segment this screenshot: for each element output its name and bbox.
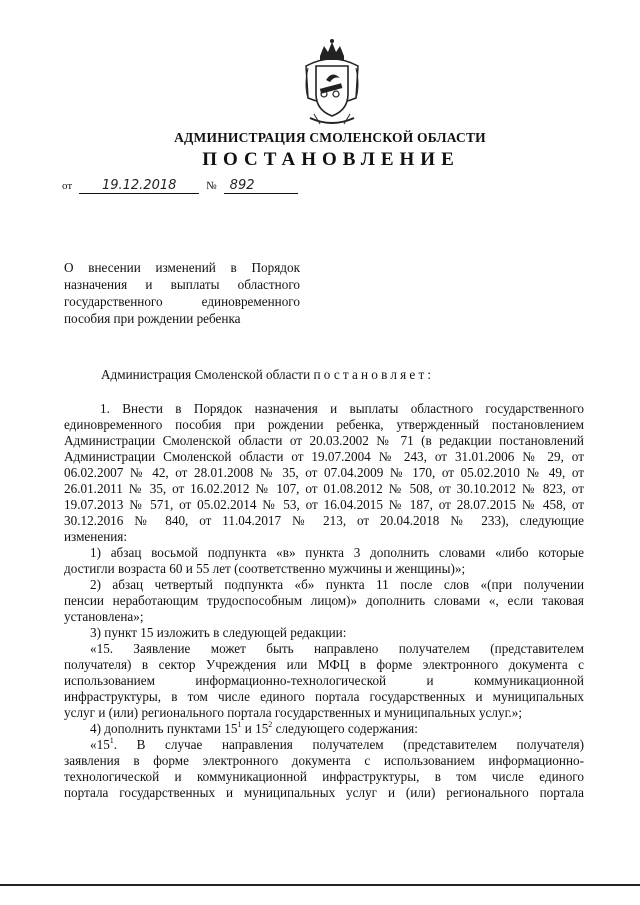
body-line: изменения:: [64, 529, 128, 544]
preamble-action: постановляет:: [313, 367, 435, 382]
body-line: 26.01.2011 № 35, от 16.02.2012 № 107, от 01.08.2012 № 508, от 30.10.2012 № 823, от: [64, 481, 584, 496]
date-number-line: [62, 178, 302, 194]
superscript: 1: [109, 735, 114, 745]
item4-text: 4) дополнить пунктами 15: [90, 721, 238, 736]
number-label: №: [206, 180, 217, 192]
coat-of-arms-emblem: [300, 38, 364, 130]
document-type-title: ПОСТАНОВЛЕНИЕ: [202, 149, 460, 170]
body-line: 3) пункт 15 изложить в следующей редакции:: [90, 625, 347, 640]
item4-text: и 15: [241, 721, 269, 736]
superscript: 2: [268, 719, 273, 729]
superscript: 1: [237, 719, 242, 729]
body-line: услуг и (или) регионального портала государственных и муниципальных услуг.»;: [64, 705, 523, 720]
body-line: достигли возраста 60 и 55 лет (соответственно мужчины и женщины)»;: [64, 561, 466, 576]
body-line: 1) абзац восьмой подпункта «в» пункта 3 дополнить словами «либо которые: [90, 545, 584, 560]
body-line: «15. Заявление может быть направлено получателем (представителем: [90, 641, 584, 656]
body-line: Администрации Смоленской области от 19.07.2004 № 243, от 31.01.2006 № 29, от: [64, 449, 584, 464]
preamble: [101, 367, 434, 383]
body-line: инфраструктуры, в том числе единого портала государственных и муниципальных: [64, 689, 584, 704]
body-line: получателя) в сектор Учреждения или МФЦ в форме электронного документа с: [64, 657, 584, 672]
p151-text: . В случае направления получателем (представителем получателя): [113, 737, 584, 752]
body-line: 2) абзац четвертый подпункта «б» пункта 11 после слов «(при получении: [90, 577, 584, 592]
document-subject: [64, 259, 300, 327]
body-line: единовременного пособия при рождении ребенка, утвержденный постановлением: [64, 417, 584, 432]
page-bottom-rule: [0, 884, 640, 886]
body-line: 19.07.2013 № 571, от 05.02.2014 № 53, от 16.04.2015 № 187, от 28.07.2015 № 458, от: [64, 497, 584, 512]
subject-line: государственного единовременного: [64, 294, 300, 309]
organization-title: АДМИНИСТРАЦИЯ СМОЛЕНСКОЙ ОБЛАСТИ: [174, 130, 486, 145]
body-line: заявления в форме электронного документа с использованием информационно-: [64, 753, 584, 768]
subject-line: пособия при рождении ребенка: [64, 311, 241, 326]
body-line: [64, 737, 584, 753]
p151-text: «15: [90, 737, 110, 752]
item4-text: следующего содержания:: [272, 721, 418, 736]
body-line: портала государственных и муниципальных услуг и (или) регионального портала: [64, 785, 584, 800]
body-line: технологической и коммуникационной инфраструктуры, в том числе единого: [64, 769, 584, 784]
preamble-text: Администрация Смоленской области: [101, 367, 311, 382]
body-line: использованием информационно-технологической и коммуникационной: [64, 673, 584, 688]
body-line: установлена»;: [64, 609, 144, 624]
body-line: Администрации Смоленской области от 20.03.2002 № 71 (в редакции постановлений: [64, 433, 584, 448]
body-line: 06.02.2007 № 42, от 28.01.2008 № 35, от 07.04.2009 № 170, от 05.02.2010 № 49, от: [64, 465, 584, 480]
document-date: 19.12.2018: [79, 179, 199, 194]
body-line: [64, 721, 584, 737]
document-body: [64, 401, 584, 801]
subject-line: назначения и выплаты областного: [64, 277, 300, 292]
subject-line: О внесении изменений в Порядок: [64, 260, 300, 275]
body-line: пенсии неработающим трудоспособным лицом)» дополнить словами «, если таковая: [64, 593, 584, 608]
body-line: 1. Внести в Порядок назначения и выплаты областного государственного: [100, 401, 584, 416]
date-label: от: [62, 180, 73, 192]
document-number: 892: [224, 179, 298, 194]
body-line: 30.12.2016 № 840, от 11.04.2017 № 213, от 20.04.2018 № 233), следующие: [64, 513, 584, 528]
